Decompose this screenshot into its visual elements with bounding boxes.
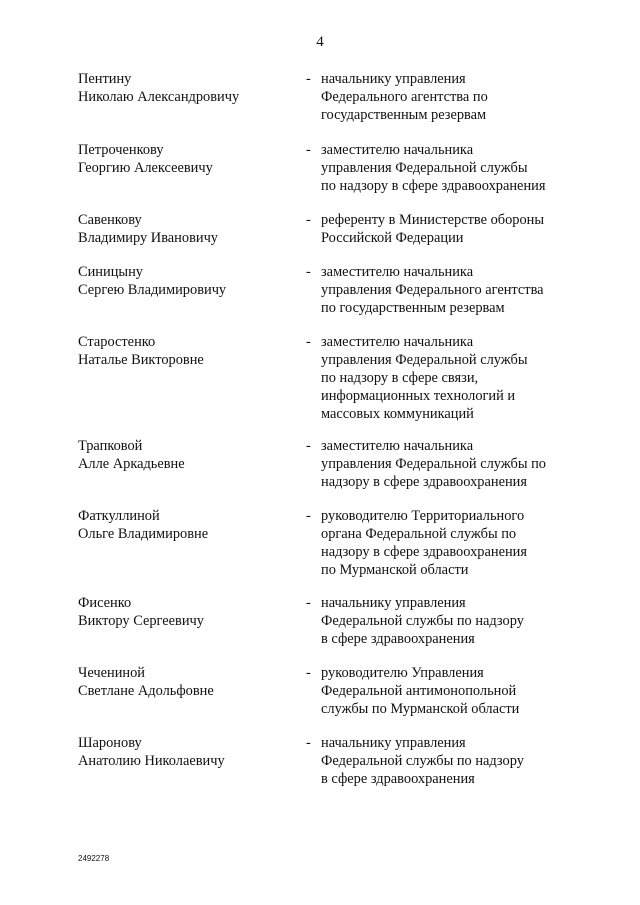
position-line: Российской Федерации	[321, 230, 464, 246]
person-surname: Пентину	[78, 71, 132, 87]
person-name	[78, 664, 298, 700]
document-code: 2492278	[78, 854, 110, 863]
person-surname: Чечениной	[78, 665, 146, 681]
position-line: референту в Министерстве обороны	[321, 212, 545, 228]
position-line: органа Федеральной службы по	[321, 526, 517, 542]
person-position	[321, 263, 571, 317]
person-name	[78, 437, 298, 473]
position-line: государственным резервам	[321, 107, 487, 123]
position-line: заместителю начальника	[321, 334, 474, 350]
separator-dash: -	[306, 71, 311, 87]
person-position	[321, 437, 571, 491]
separator-dash: -	[306, 334, 311, 350]
separator-dash: -	[306, 142, 311, 158]
person-name	[78, 333, 298, 369]
position-line: заместителю начальника	[321, 438, 474, 454]
position-line: управления Федеральной службы	[321, 352, 528, 368]
person-position	[321, 594, 571, 648]
position-line: начальнику управления	[321, 735, 466, 751]
position-line: начальнику управления	[321, 595, 466, 611]
person-given-names: Николаю Александровичу	[78, 89, 240, 105]
position-line: заместителю начальника	[321, 264, 474, 280]
person-position	[321, 211, 571, 247]
position-line: в сфере здравоохранения	[321, 631, 475, 647]
position-line: начальнику управления	[321, 71, 466, 87]
position-line: по Мурманской области	[321, 562, 469, 578]
position-line: Федеральной службы по надзору	[321, 613, 524, 629]
person-position	[321, 664, 571, 718]
person-given-names: Виктору Сергеевичу	[78, 613, 204, 629]
person-position	[321, 70, 571, 124]
position-line: по государственным резервам	[321, 300, 505, 316]
separator-dash: -	[306, 212, 311, 228]
person-name	[78, 211, 298, 247]
position-line: надзору в сфере здравоохранения	[321, 474, 527, 490]
position-line: заместителю начальника	[321, 142, 474, 158]
person-name	[78, 263, 298, 299]
separator-dash: -	[306, 595, 311, 611]
person-given-names: Светлане Адольфовне	[78, 683, 214, 699]
person-name	[78, 507, 298, 543]
person-given-names: Анатолию Николаевичу	[78, 753, 225, 769]
person-surname: Петроченкову	[78, 142, 164, 158]
person-surname: Фаткуллиной	[78, 508, 160, 524]
person-surname: Шаронову	[78, 735, 142, 751]
position-line: Федеральной антимонопольной	[321, 683, 517, 699]
position-line: руководителю Территориального	[321, 508, 525, 524]
separator-dash: -	[306, 438, 311, 454]
position-line: Федерального агентства по	[321, 89, 488, 105]
position-line: в сфере здравоохранения	[321, 771, 475, 787]
person-position	[321, 507, 571, 579]
person-position	[321, 734, 571, 788]
person-surname: Савенкову	[78, 212, 142, 228]
person-given-names: Алле Аркадьевне	[78, 456, 185, 472]
person-position	[321, 141, 571, 195]
person-given-names: Сергею Владимировичу	[78, 282, 227, 298]
person-position	[321, 333, 571, 423]
person-surname: Фисенко	[78, 595, 132, 611]
position-line: управления Федерального агентства	[321, 282, 544, 298]
person-given-names: Ольге Владимировне	[78, 526, 209, 542]
position-line: управления Федеральной службы по	[321, 456, 547, 472]
position-line: надзору в сфере здравоохранения	[321, 544, 527, 560]
person-surname: Синицыну	[78, 264, 143, 280]
separator-dash: -	[306, 665, 311, 681]
position-line: по надзору в сфере связи,	[321, 370, 479, 386]
position-line: массовых коммуникаций	[321, 406, 474, 422]
person-given-names: Наталье Викторовне	[78, 352, 204, 368]
person-surname: Трапковой	[78, 438, 143, 454]
position-line: руководителю Управления	[321, 665, 484, 681]
position-line: информационных технологий и	[321, 388, 516, 404]
page-number: 4	[316, 34, 324, 50]
person-name	[78, 594, 298, 630]
person-surname: Старостенко	[78, 334, 156, 350]
position-line: управления Федеральной службы	[321, 160, 528, 176]
separator-dash: -	[306, 735, 311, 751]
person-given-names: Георгию Алексеевичу	[78, 160, 213, 176]
person-name	[78, 141, 298, 177]
position-line: Федеральной службы по надзору	[321, 753, 524, 769]
person-name	[78, 70, 298, 106]
separator-dash: -	[306, 508, 311, 524]
person-given-names: Владимиру Ивановичу	[78, 230, 219, 246]
separator-dash: -	[306, 264, 311, 280]
person-name	[78, 734, 298, 770]
position-line: службы по Мурманской области	[321, 701, 520, 717]
position-line: по надзору в сфере здравоохранения	[321, 178, 546, 194]
